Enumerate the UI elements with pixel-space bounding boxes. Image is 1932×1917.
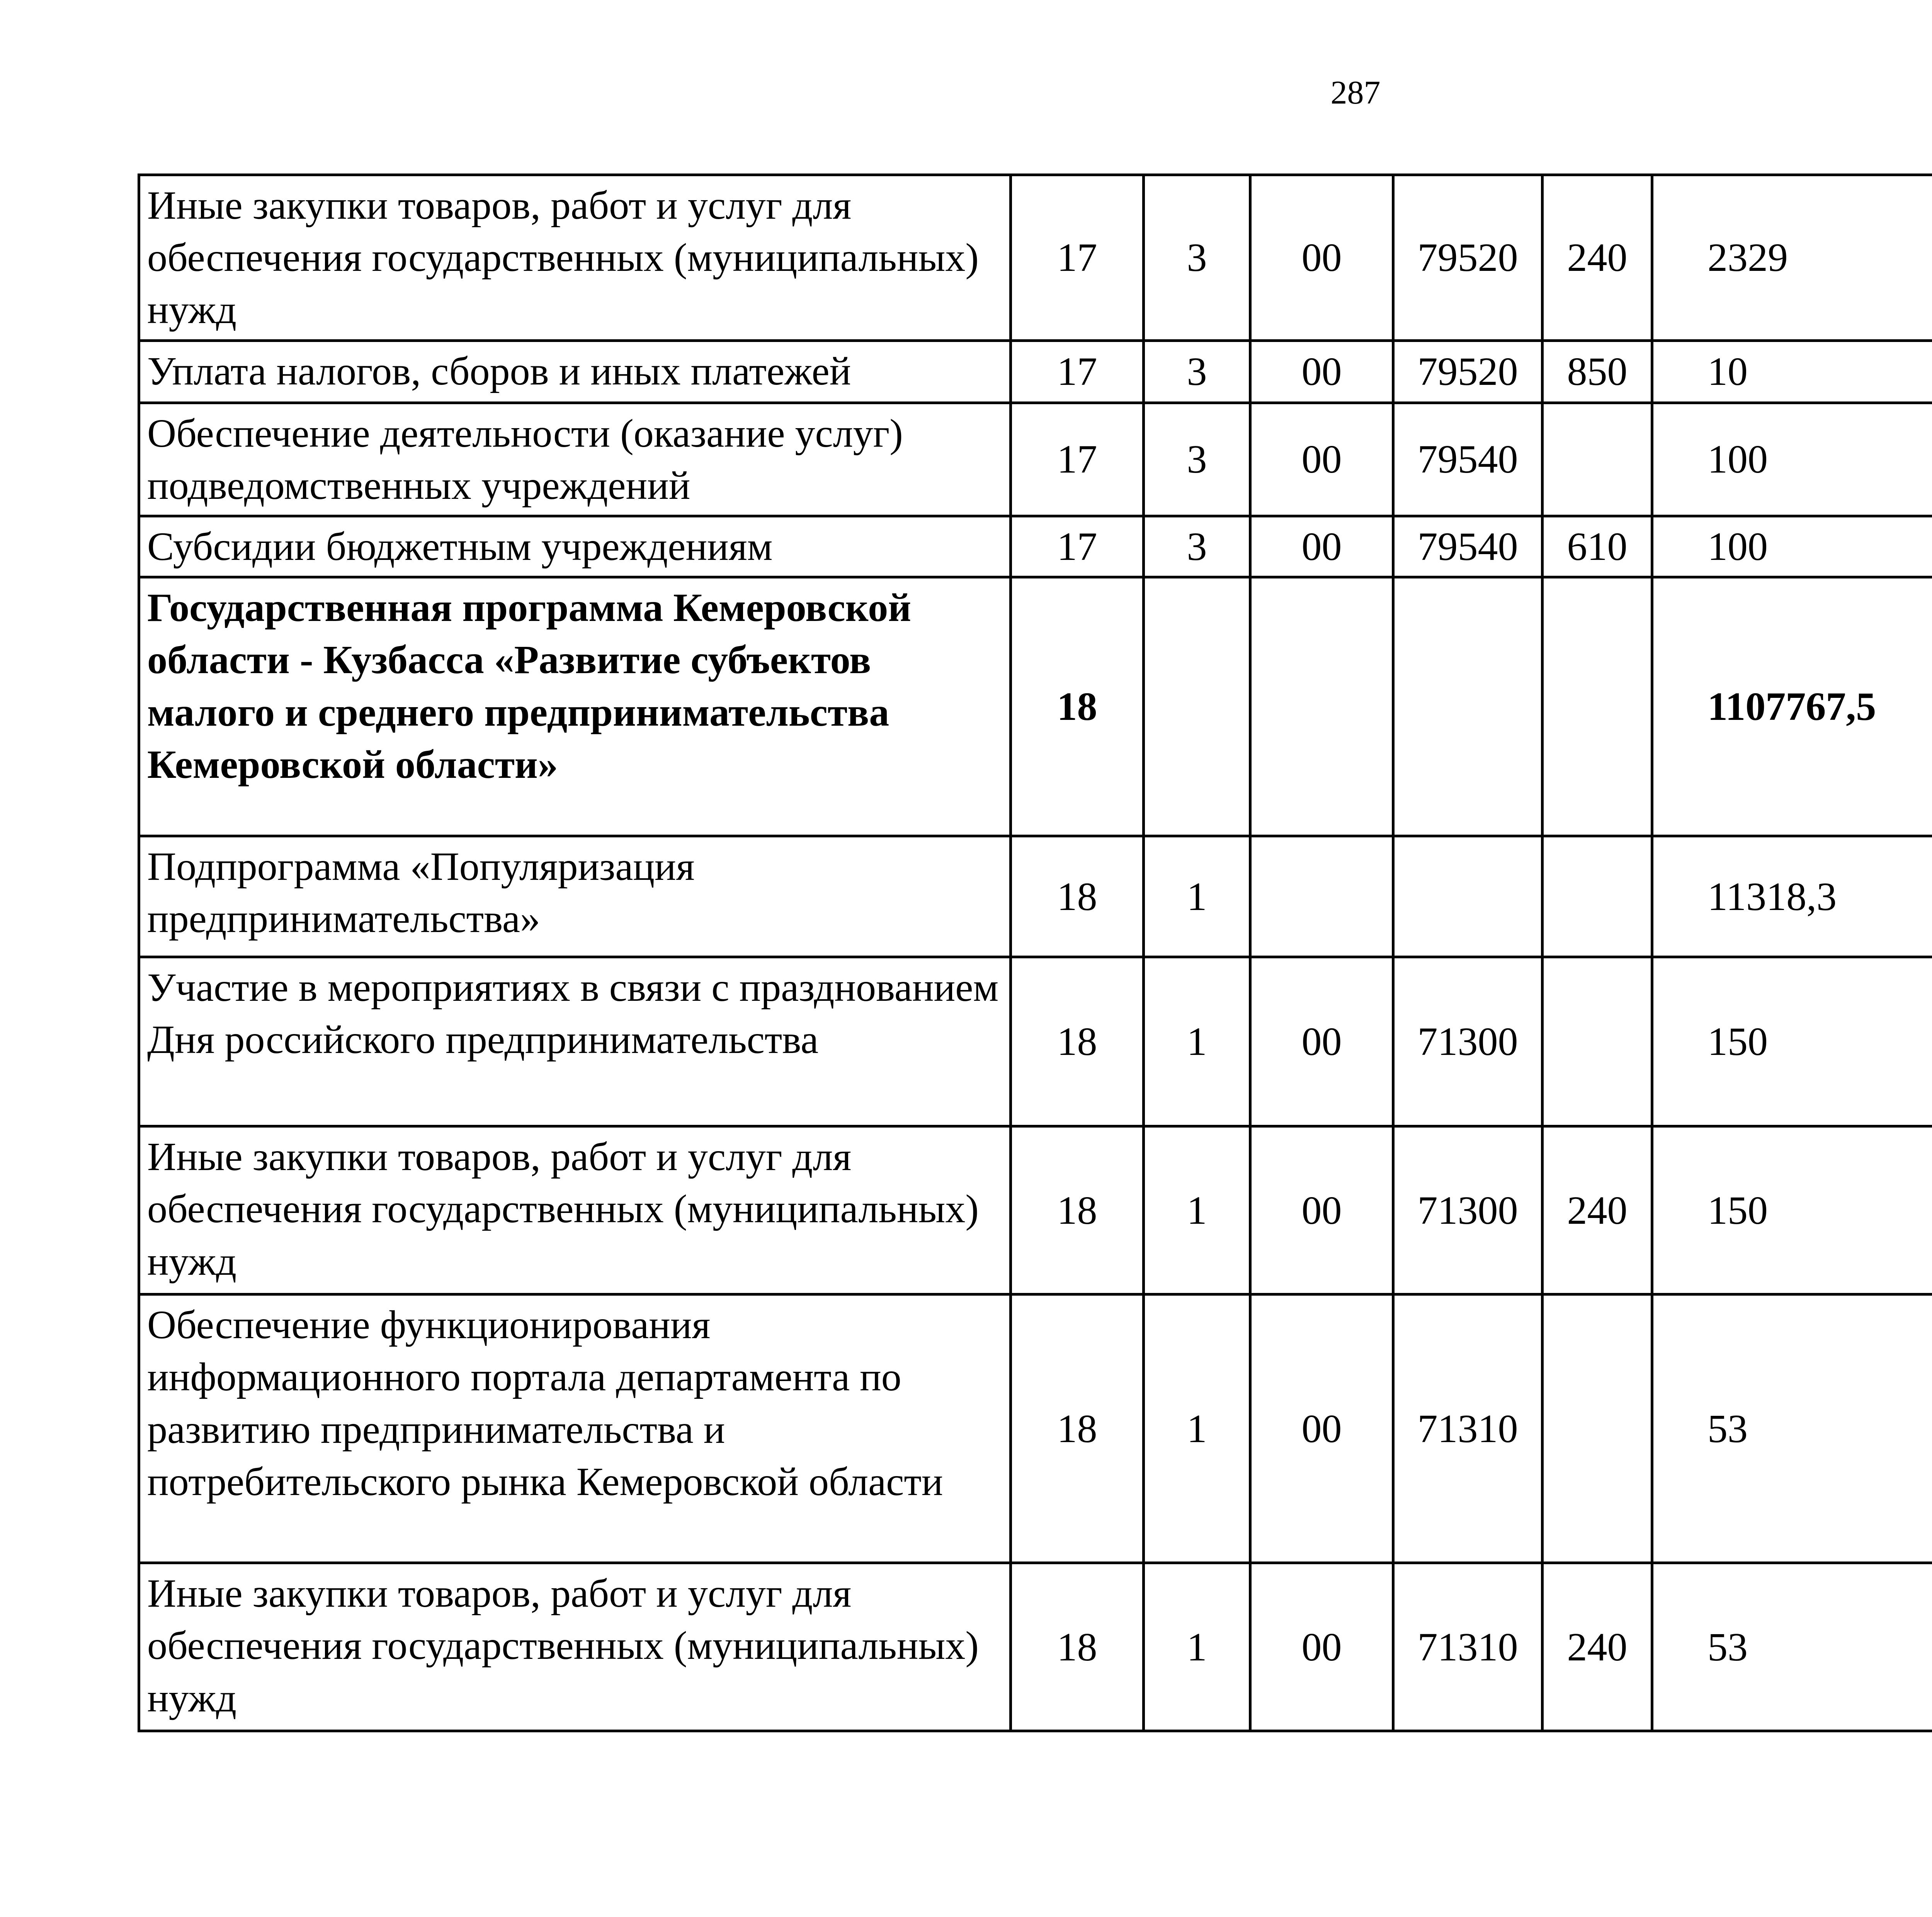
cell-code-1: 18: [1011, 577, 1144, 836]
row-name: Обеспечение деятельности (оказание услуг) подведомственных учреждений: [139, 403, 1011, 516]
cell-code-4: 79540: [1393, 403, 1543, 516]
cell-value-1: 10: [1652, 340, 1932, 403]
cell-code-2: 3: [1144, 175, 1250, 341]
cell-code-3: [1250, 836, 1393, 957]
budget-table: [138, 173, 1932, 1732]
cell-code-5: [1543, 836, 1652, 957]
cell-value-1: 100: [1652, 403, 1932, 516]
cell-code-3: 00: [1250, 1294, 1393, 1563]
cell-code-5: [1543, 403, 1652, 516]
cell-code-3: 00: [1250, 1563, 1393, 1731]
cell-code-4: 71300: [1393, 1126, 1543, 1294]
cell-code-3: 00: [1250, 340, 1393, 403]
table-row: [139, 175, 1932, 341]
cell-code-2: 1: [1144, 1294, 1250, 1563]
table-row: [139, 1294, 1932, 1563]
row-name: Подпрограмма «Популяризация предпринимательства»: [139, 836, 1011, 957]
cell-code-4: 71310: [1393, 1563, 1543, 1731]
cell-code-2: 1: [1144, 957, 1250, 1126]
cell-code-5: 240: [1543, 175, 1652, 341]
cell-code-5: 610: [1543, 516, 1652, 577]
cell-value-1: 100: [1652, 516, 1932, 577]
cell-code-1: 17: [1011, 403, 1144, 516]
cell-code-4: 71310: [1393, 1294, 1543, 1563]
row-name: Обеспечение функционирования информационного портала департамента по развитию предпринимательства и потребительского рынка Кемеровской области: [139, 1294, 1011, 1563]
row-name: Государственная программа Кемеровской области - Кузбасса «Развитие субъектов малого и среднего предпринимательства Кемеровской области»: [139, 577, 1011, 836]
cell-code-2: 1: [1144, 1126, 1250, 1294]
cell-code-2: 3: [1144, 340, 1250, 403]
cell-code-2: 1: [1144, 836, 1250, 957]
cell-code-5: [1543, 957, 1652, 1126]
cell-code-4: [1393, 836, 1543, 957]
cell-code-5: [1543, 1294, 1652, 1563]
row-name: Иные закупки товаров, работ и услуг для обеспечения государственных (муниципальных) нужд: [139, 1126, 1011, 1294]
table-row: [139, 516, 1932, 577]
cell-value-1: 53: [1652, 1294, 1932, 1563]
table-row: [139, 1563, 1932, 1731]
cell-code-4: 79520: [1393, 340, 1543, 403]
row-name: Субсидии бюджетным учреждениям: [139, 516, 1011, 577]
row-name: Уплата налогов, сборов и иных платежей: [139, 340, 1011, 403]
cell-value-1: 150: [1652, 1126, 1932, 1294]
cell-code-2: [1144, 577, 1250, 836]
cell-code-3: [1250, 577, 1393, 836]
cell-code-4: [1393, 577, 1543, 836]
cell-code-1: 17: [1011, 516, 1144, 577]
row-name: Участие в мероприятиях в связи с празднованием Дня российского предпринимательства: [139, 957, 1011, 1126]
cell-code-1: 18: [1011, 1294, 1144, 1563]
cell-code-4: 71300: [1393, 957, 1543, 1126]
cell-code-1: 18: [1011, 957, 1144, 1126]
cell-code-1: 18: [1011, 1563, 1144, 1731]
cell-code-5: 240: [1543, 1126, 1652, 1294]
cell-code-4: 79520: [1393, 175, 1543, 341]
cell-code-3: 00: [1250, 175, 1393, 341]
cell-code-1: 18: [1011, 1126, 1144, 1294]
cell-code-5: 240: [1543, 1563, 1652, 1731]
table-row: [139, 1126, 1932, 1294]
cell-value-1: 1107767,5: [1652, 577, 1932, 836]
cell-code-1: 17: [1011, 175, 1144, 341]
cell-value-1: 2329: [1652, 175, 1932, 341]
table-row: [139, 403, 1932, 516]
page-number: 287: [1330, 74, 1381, 111]
cell-value-1: 150: [1652, 957, 1932, 1126]
cell-code-1: 18: [1011, 836, 1144, 957]
table-row: [139, 836, 1932, 957]
cell-code-5: [1543, 577, 1652, 836]
table-row: [139, 340, 1932, 403]
cell-code-3: 00: [1250, 1126, 1393, 1294]
cell-code-2: 3: [1144, 516, 1250, 577]
table-row: [139, 577, 1932, 836]
cell-code-2: 1: [1144, 1563, 1250, 1731]
cell-code-2: 3: [1144, 403, 1250, 516]
cell-value-1: 11318,3: [1652, 836, 1932, 957]
cell-value-1: 53: [1652, 1563, 1932, 1731]
row-name: Иные закупки товаров, работ и услуг для обеспечения государственных (муниципальных) нужд: [139, 175, 1011, 341]
cell-code-3: 00: [1250, 957, 1393, 1126]
cell-code-5: 850: [1543, 340, 1652, 403]
row-name: Иные закупки товаров, работ и услуг для обеспечения государственных (муниципальных) нужд: [139, 1563, 1011, 1731]
cell-code-3: 00: [1250, 403, 1393, 516]
table-row: [139, 957, 1932, 1126]
cell-code-1: 17: [1011, 340, 1144, 403]
cell-code-3: 00: [1250, 516, 1393, 577]
cell-code-4: 79540: [1393, 516, 1543, 577]
